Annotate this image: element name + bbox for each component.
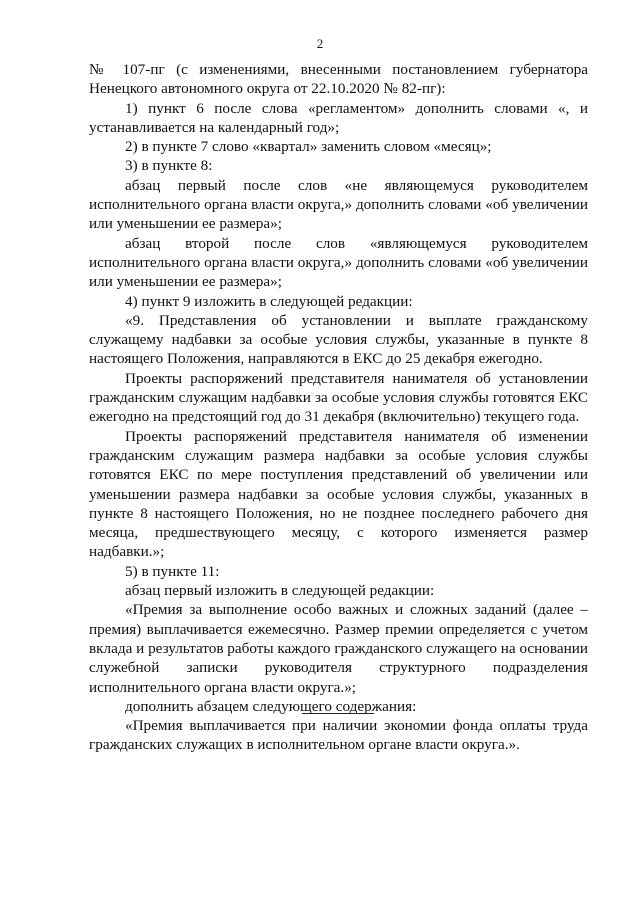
paragraph-item-5: 5) в пункте 11: xyxy=(125,562,220,580)
page-number: 2 xyxy=(316,36,324,51)
paragraph-point-9: «9. Представления об установлении и выплате гражданскому служащему надбавки за особые условия службы, указанные в пункте 8 настоящего Положения, направляются в ЕКС до 25 декабря ежегодно. xyxy=(89,311,588,368)
paragraph-add-abzac: дополнить абзацем следующего содержания: xyxy=(125,697,417,715)
paragraph-continuation: № 107-пг (с изменениями, внесенными постановлением губернатора Ненецкого автономного округа от 22.10.2020 № 82-пг): xyxy=(89,61,588,98)
paragraph-item-3-abzac-2: абзац второй после слов «являющемуся руководителем исполнительного органа власти округа,» дополнить словами «об увеличении или уменьшении ее размера»; xyxy=(89,234,588,291)
paragraph-item-4: 4) пункт 9 изложить в следующей редакции: xyxy=(125,292,413,310)
paragraph-item-2: 2) в пункте 7 слово «квартал» заменить словом «месяц»; xyxy=(125,138,492,156)
paragraph-item-3: 3) в пункте 8: xyxy=(125,157,213,175)
document-body xyxy=(89,60,588,755)
paragraph-item-5-abzac-1: абзац первый изложить в следующей редакции: xyxy=(125,582,435,600)
paragraph-point-9-part-2: Проекты распоряжений представителя нанимателя об установлении гражданским служащим надбавки за особые условия службы готовятся ЕКС ежегодно на предстоящий год до 31 декабря (включительно) текущего года. xyxy=(89,369,588,426)
end-of-document-rule xyxy=(302,713,374,714)
paragraph-premium-economy-quote: «Премия выплачивается при наличии экономии фонда оплаты труда гражданских служащих в исполнительном органе власти округа.». xyxy=(89,717,588,754)
paragraph-premium-quote: «Премия за выполнение особо важных и сложных заданий (далее – премия) выплачивается ежемесячно. Размер премии определяется с учетом вклада и результатов работы каждого гражданского служащего на основании служебной записки руководителя структурного подразделения исполнительного органа власти округа.»; xyxy=(89,601,588,696)
paragraph-item-3-abzac-1: абзац первый после слов «не являющемуся руководителем исполнительного органа власти округа,» дополнить словами «об увеличении или уменьшении ее размера»; xyxy=(89,176,588,233)
paragraph-point-9-part-3: Проекты распоряжений представителя нанимателя об изменении гражданским служащим размера надбавки за особые условия службы готовятся ЕКС по мере поступления представлений об увеличении или уменьшении размера надбавки за особые условия службы, указанных в пункте 8 настоящего Положения, но не позднее последнего рабочего дня месяца, предшествующего месяцу, с которого изменяется размер надбавки.»; xyxy=(89,427,588,561)
paragraph-item-1: 1) пункт 6 после слова «регламентом» дополнить словами «, и устанавливается на календарный год»; xyxy=(89,99,588,136)
